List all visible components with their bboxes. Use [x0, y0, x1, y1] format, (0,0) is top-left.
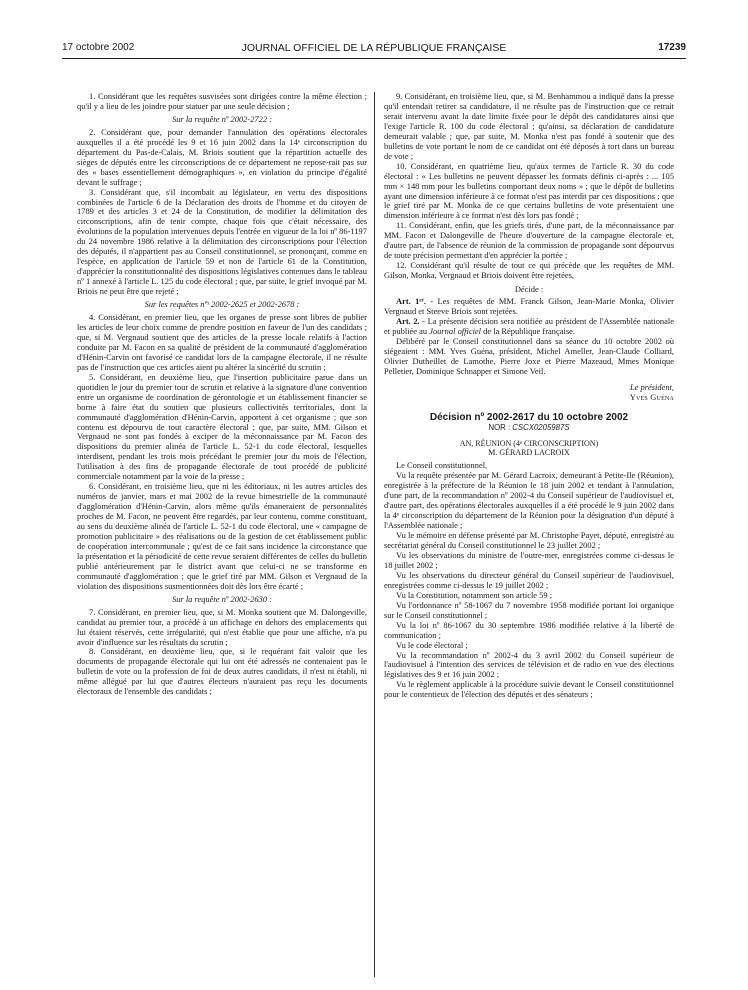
visa-7: Vu l'ordonnance nº 58-1067 du 7 novembre 1958 modifiée portant loi organique sur le Conseil constitutionnel ; — [384, 599, 674, 620]
page-number: 17239 — [658, 42, 686, 53]
paragraph-6: 6. Considérant, en troisième lieu, que ni les éditoriaux, ni les autres articles des numéros de janvier, mars et mai 2002 de la revue bimestrielle de la communauté d'agglomération d'Hénin-Carvin, alors même qu'ils émaneraient de personnalités proches de M. Facon, ne peuvent être regardés, par leur contenu, comme constituant, au sens du deuxième alinéa de l'article L. 52-1 du code électoral, une « campagne de promotion publicitaire » des réalisations ou de la gestion de cet établissement public de coopération intercommunale ; qu'est de ce fait sans incidence la circonstance que la présentation et la périodicité de cette revue seraient différentes de celles du bulletin publié antérieurement par le district avant que celui-ci ne se transforme en communauté d'agglomération ; que le grief tiré par MM. Gilson et Vergnaud de la violation des dispositions susmentionnées doit dès lors être écarté ; — [77, 481, 367, 591]
article-2 — [384, 317, 674, 337]
article-1 — [384, 297, 674, 317]
paragraph-3: 3. Considérant que, s'il incombait au législateur, en vertu des dispositions combinées de l'article 6 de la Déclaration des droits de l'homme et du citoyen de 1789 et des articles 3 et 24 de la Constitution, de modifier la délimitation des circonscriptions, afin de tenir compte, chaque fois que c'était nécessaire, des évolutions de la population intervenues depuis l'entrée en vigueur de la loi nº 86-1197 du 24 novembre 1986 relative à la délimitation des circonscriptions pour l'élection des députés, il n'appartient pas au Conseil constitutionnel, se prononçant, comme en l'espèce, en application de l'article 59 et non de l'article 61 de la Constitution, d'apprécier la constitutionnalité des dispositions législatives contenues dans le tableau nº 1 annexé à l'article L. 125 du code électoral ; que, par suite, le grief invoqué par M. Briois ne peut être que rejeté ; — [77, 186, 367, 297]
paragraph-12: 12. Considérant qu'il résulte de tout ce qui précède que les requêtes de MM. Gilson, Monka, Vergnaud et Briois doivent être rejetées, — [384, 260, 674, 281]
header-date: 17 octobre 2002 — [62, 42, 135, 53]
right-column — [384, 92, 674, 700]
article-1-text: Les requêtes de MM. Franck Gilson, Jean-Marie Monka, Olivier Vergnaud et Steeve Briois sont rejetées. — [384, 296, 674, 317]
visa-1: Le Conseil constitutionnel, — [396, 460, 488, 471]
journal-title: JOURNAL OFFICIEL DE LA RÉPUBLIQUE FRANÇAISE — [241, 42, 507, 54]
paragraph-10: 10. Considérant, en quatrième lieu, qu'aux termes de l'article R. 30 du code électoral : « Les bulletins ne peuvent dépasser les formats définis ci-après : ... 105 mm × 148 mm pour les bulletins comportant deux noms » ; que le dépôt de bulletins ayant une dimension inférieure à ce format n'est pas interdit par ces dispositions ; que le grief tiré par M. Monka de ce que certains bulletins de vote présentaient une dimension inférieure à ce format n'est dès lors pas fondé ; — [384, 160, 674, 221]
column-divider — [374, 92, 375, 977]
signature-title: Le président, — [629, 381, 674, 392]
nor-line — [384, 423, 674, 433]
nor-label: NOR : — [488, 422, 513, 432]
paragraph-11: 11. Considérant, enfin, que les griefs tirés, d'une part, de la méconnaissance par MM. Facon et Dalongeville de l'heure d'ouverture de la campagne électorale et, d'autre part, de l'absence de réunion de la commission de propagande sont dépourvus de toute précision permettant d'en apprécier la portée ; — [384, 220, 674, 261]
case-name: M. GÉRARD LACROIX — [488, 448, 570, 458]
article-2-label: Art. 2. - — [396, 315, 426, 326]
page-header — [62, 42, 686, 56]
visa-11: Vu le règlement applicable à la procédure suivie devant le Conseil constitutionnel pour le contentieux de l'élection des députés et des sénateurs ; — [384, 679, 674, 700]
paragraph-9: 9. Considérant, en troisième lieu, que, si M. Benhammou a indiqué dans la presse qu'il entendait retirer sa candidature, il ne résulte pas de l'instruction que ce retrait serait intervenu avant la date limite fixée pour le dépôt des candidatures ainsi que l'exige l'article R. 100 du code électoral ; qu'ainsi, sa déclaration de candidature demeurait valable ; que, par suite, M. Monka n'est pas fondé à soutenir que des bulletins de vote portant le nom de ce candidat ont été déposés à tort dans un bureau de vote ; — [384, 91, 674, 161]
article-2-text-a: La présente décision sera notifiée au président de l'Assemblée nationale et publiée au — [384, 315, 674, 336]
subheading-requete-2722: Sur la requête nº 2002-2722 : — [171, 113, 273, 124]
paragraph-2: 2. Considérant que, pour demander l'annulation des opérations électorales auxquelles il a été procédé les 9 et 16 juin 2002 dans la 14ᵉ circonscription du département du Pas-de-Calais, M. Briois soutient que la répartition actuelle des sièges de députés entre les circonscriptions de ce département ne repose-rait pas sur des « bases essentiellement démographiques », en violation du principe d'égalité devant le suffrage ; — [77, 126, 367, 187]
paragraph-4: 4. Considérant, en premier lieu, que les organes de presse sont libres de publier les articles de leur choix comme de prendre position en faveur de l'un des candidats ; que, si M. Vergnaud soutient que des articles de la presse locale relatifs à l'action conduite par M. Facon en sa qualité de président de la communauté d'agglomération d'Hénin-Carvin ont favorisé ce candidat lors de la campagne électorale, il ne résulte pas de l'instruction que ces articles aient pu altérer la sincérité du scrutin ; — [77, 312, 367, 372]
deliberation: Délibéré par le Conseil constitutionnel dans sa séance du 10 octobre 2002 où siégeaient : MM. Yves Guéna, président, Michel Ameller, Jean-Claude Colliard, Olivier Dutheillet de Lamothe, Pierre Joxe et Pierre Mazeaud, Mmes Monique Pelletier, Dominique Schnapper et Simone Veil. — [384, 335, 674, 376]
visa-2: Vu la requête présentée par M. Gérard Lacroix, demeurant à Petite-Ile (Réunion), enregistrée à la préfecture de la Réunion le 18 juin 2002 et tendant à l'annulation, d'une part, de la recommandation nº 2002-4 du Conseil supérieur de l'audiovisuel et, d'autre part, des opérations électorales auxquelles il a été procédé le 9 juin 2002 dans la 4ᵉ circonscription du département de la Réunion pour la désignation d'un député à l'Assemblée nationale ; — [384, 470, 674, 531]
subheading-requetes-2625-2678: Sur les requêtes nºˢ 2002-2625 et 2002-2678 : — [144, 299, 300, 310]
visa-10: Vu la recommandation nº 2002-4 du 3 avril 2002 du Conseil supérieur de l'audiovisuel à l'intention des services de télévision et de radio en vue des élections législatives des 9 et 16 juin 2002 ; — [384, 649, 674, 680]
paragraph-5: 5. Considérant, en deuxième lieu, que l'insertion publicitaire parue dans un quotidien le jour du premier tour de scrutin et relative à la signature d'une convention entre un organisme de coordination de gérontologie et un établissement financier se borne à faire état du soutien que plusieurs collectivités territoriales, dont la communauté d'agglomération d'Hénin-Carvin, apportent à cet organisme ; que son contenu est dépourvu de tout caractère électoral ; que, par suite, MM. Gilson et Vergnaud ne sont pas fondés à exciper de la méconnaissance par M. Facon des dispositions du premier alinéa de l'article L. 52-1 du code électoral, lesquelles interdisent, pendant les trois mois précédant le premier jour du mois de l'élection, l'utilisation à des fins de propagande électorale de tout procédé de publicité commerciale notamment par la voie de la presse ; — [77, 371, 367, 482]
case-heading: AN, RÉUNION (4ᵉ CIRCONSCRIPTION) — [459, 438, 599, 448]
signature-name: Yves Guéna — [629, 391, 674, 402]
visa-8: Vu la loi nº 86-1067 du 30 septembre 1986 modifiée relative à la liberté de communication ; — [384, 619, 674, 640]
decision-title: Décision nº 2002-2617 du 10 octobre 2002 — [429, 411, 629, 423]
paragraph-8: 8. Considérant, en deuxième lieu, que, si le requérant fait valoir que les documents de propagande électorale qui lui ont été adressés ne contenaient pas le bulletin de vote ou la profession de foi de deux autres candidats, il n'est ni établi, ni même allégué par lui que d'autres électeurs n'auraient pas reçu les documents électoraux de l'ensemble des candidats ; — [77, 646, 367, 697]
visa-6: Vu la Constitution, notamment son article 59 ; — [396, 589, 553, 600]
paragraph-7: 7. Considérant, en premier lieu, que, si M. Monka soutient que M. Dalongeville, candidat au premier tour, a procédé à un affichage en dehors des emplacements qui lui étaient réservés, cette irrégularité, qui n'est établie que pour une affiche, n'a pu avoir d'influence sur les résultats du scrutin ; — [77, 606, 367, 647]
visa-3: Vu le mémoire en défense présenté par M. Christophe Payet, député, enregistré au secrétariat général du Conseil constitutionnel le 23 juillet 2002 ; — [384, 530, 674, 551]
article-2-text-b: de la République française. — [481, 325, 575, 336]
decide-heading: Décide : — [514, 284, 544, 295]
visa-4: Vu les observations du ministre de l'outre-mer, enregistrées comme ci-dessus le 18 juillet 2002 ; — [384, 549, 674, 570]
visa-9: Vu le code électoral ; — [396, 639, 468, 650]
article-1-label: Art. 1ᵉʳ. - — [396, 296, 434, 307]
visa-5: Vu les observations du directeur général du Conseil supérieur de l'audiovisuel, enregistrées comme ci-dessus le 19 juillet 2002 ; — [384, 569, 674, 590]
subheading-requete-2630: Sur la requête nº 2002-2630 : — [171, 593, 273, 604]
nor-code: CSCX0205987S — [512, 422, 570, 432]
article-2-journal: Journal officiel — [429, 325, 482, 336]
header-rule — [62, 58, 686, 59]
paragraph-1: 1. Considérant que les requêtes susvisées sont dirigées contre la même élection ; qu'il y a lieu de les joindre pour statuer par une seule décision ; — [77, 91, 367, 111]
left-column — [77, 92, 367, 697]
